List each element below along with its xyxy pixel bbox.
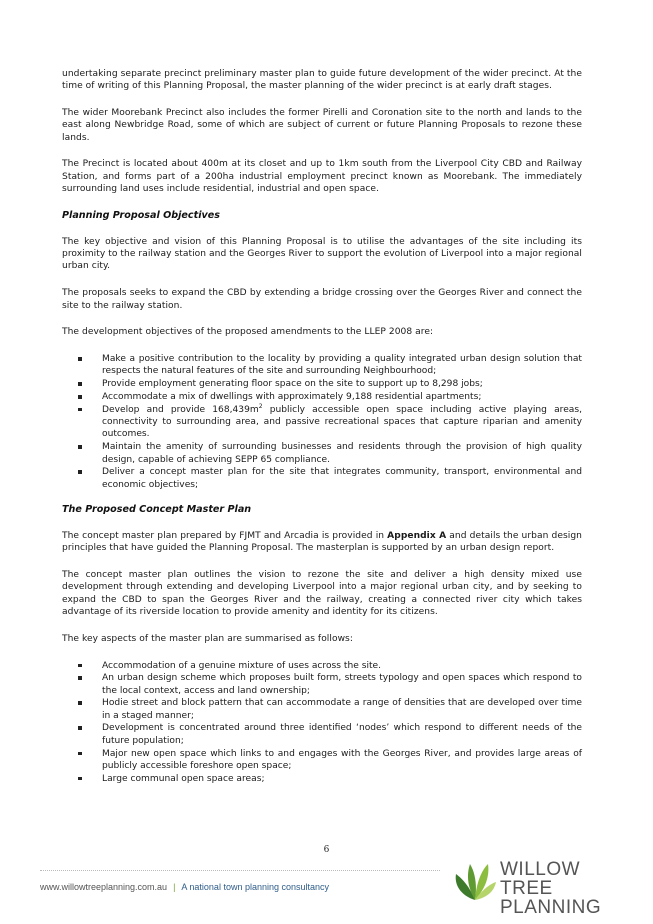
footer [40,882,329,892]
list-item: Provide employment generating floor space on the site to support up to 8,298 jobs; [62,378,582,390]
paragraph: The proposals seeks to expand the CBD by extending a bridge crossing over the Georges River and connect the site to the railway station. [62,288,582,311]
section-heading-objectives: Planning Proposal Objectives [62,209,220,221]
list-item: Accommodate a mix of dwellings with approximately 9,188 residential apartments; [62,391,582,403]
paragraph: The Precinct is located about 400m at its closet and up to 1km south from the Liverpool City CBD and Railway Station, and forms part of a 200ha industrial employment precinct known as Moorebank. The immediately surrounding land uses include residential, industrial and open space. [62,159,582,195]
list-item-text: publicly accessible open space including active playing areas, connectivity to surrounding area, and passive recreational spaces that capture riparian and amenity outcomes. [102,404,582,440]
list-item: Major new open space which links to and engages with the Georges River, and provides large areas of publicly accessible foreshore open space; [62,748,582,773]
document-body [62,68,582,798]
footer-separator: | [173,882,176,892]
list-item: Development is concentrated around three identified ‘nodes’ which respond to different needs of the future population; [62,722,582,747]
paragraph [62,530,582,555]
footer-tagline: A national town planning consultancy [181,882,330,892]
paragraph-text: and details the urban design principles that have guided the Planning Proposal. The masterplan is supported by an urban design report. [62,530,582,554]
list-item-text: Develop and provide 168,439m [102,404,259,415]
paragraph: The key objective and vision of this Planning Proposal is to utilise the advantages of the site including its proximity to the railway station and the Georges River to support the evolution of Liverpool into a major regional urban city. [62,236,582,272]
paragraph-text: The concept master plan prepared by FJMT and Arcadia is provided in [62,530,388,541]
paragraph: The key aspects of the master plan are summarised as follows: [62,633,353,644]
logo-wordmark [500,860,622,917]
willow-tree-logo-icon [452,858,498,902]
appendix-reference: Appendix A [387,530,447,541]
list-item: Accommodation of a genuine mixture of uses across the site. [62,660,582,672]
list-item: Hodie street and block pattern that can accommodate a range of densities that are developed over time in a staged manner; [62,697,582,722]
list-item: Make a positive contribution to the locality by providing a quality integrated urban design solution that respects the natural features of the site and surrounding Neighbourhood; [62,353,582,378]
list-item [62,404,582,441]
superscript: 2 [258,402,263,410]
paragraph: The concept master plan outlines the vision to rezone the site and deliver a high density mixed use development through extending and developing Liverpool into a major regional urban city, and by seeking to expand the CBD to span the Georges River and the railway, creating a connected river city which takes advantage of its riverside location to provide amenity and identity for its citizens. [62,570,582,617]
logo-line-1: WILLOW TREE [500,859,581,899]
page-number: 6 [323,845,330,855]
paragraph: The development objectives of the proposed amendments to the LLEP 2008 are: [62,327,434,338]
list-item: An urban design scheme which proposes built form, streets typology and open spaces which respond to the local context, access and land ownership; [62,672,582,697]
section-heading-master-plan: The Proposed Concept Master Plan [62,503,252,515]
list-item: Maintain the amenity of surrounding businesses and residents through the provision of high quality design, capable of achieving SEPP 65 compliance. [62,441,582,466]
list-item: Large communal open space areas; [62,773,582,785]
paragraph: The wider Moorebank Precinct also includes the former Pirelli and Coronation site to the north and lands to the east along Newbridge Road, some of which are subject of current or future Planning Proposals to rezone these lands. [62,108,582,143]
list-item: Deliver a concept master plan for the site that integrates community, transport, environmental and economic objectives; [62,466,582,491]
paragraph: undertaking separate precinct preliminary master plan to guide future development of the wider precinct. At the time of writing of this Planning Proposal, the master planning of the wider precinct is at early draft stages. [62,69,582,92]
willow-tree-logo [452,858,622,918]
footer-url[interactable]: www.willowtreeplanning.com.au [40,882,168,892]
footer-divider [40,870,440,871]
master-plan-list [62,660,582,785]
logo-line-2: PLANNING [500,897,602,918]
objectives-list [62,353,582,491]
